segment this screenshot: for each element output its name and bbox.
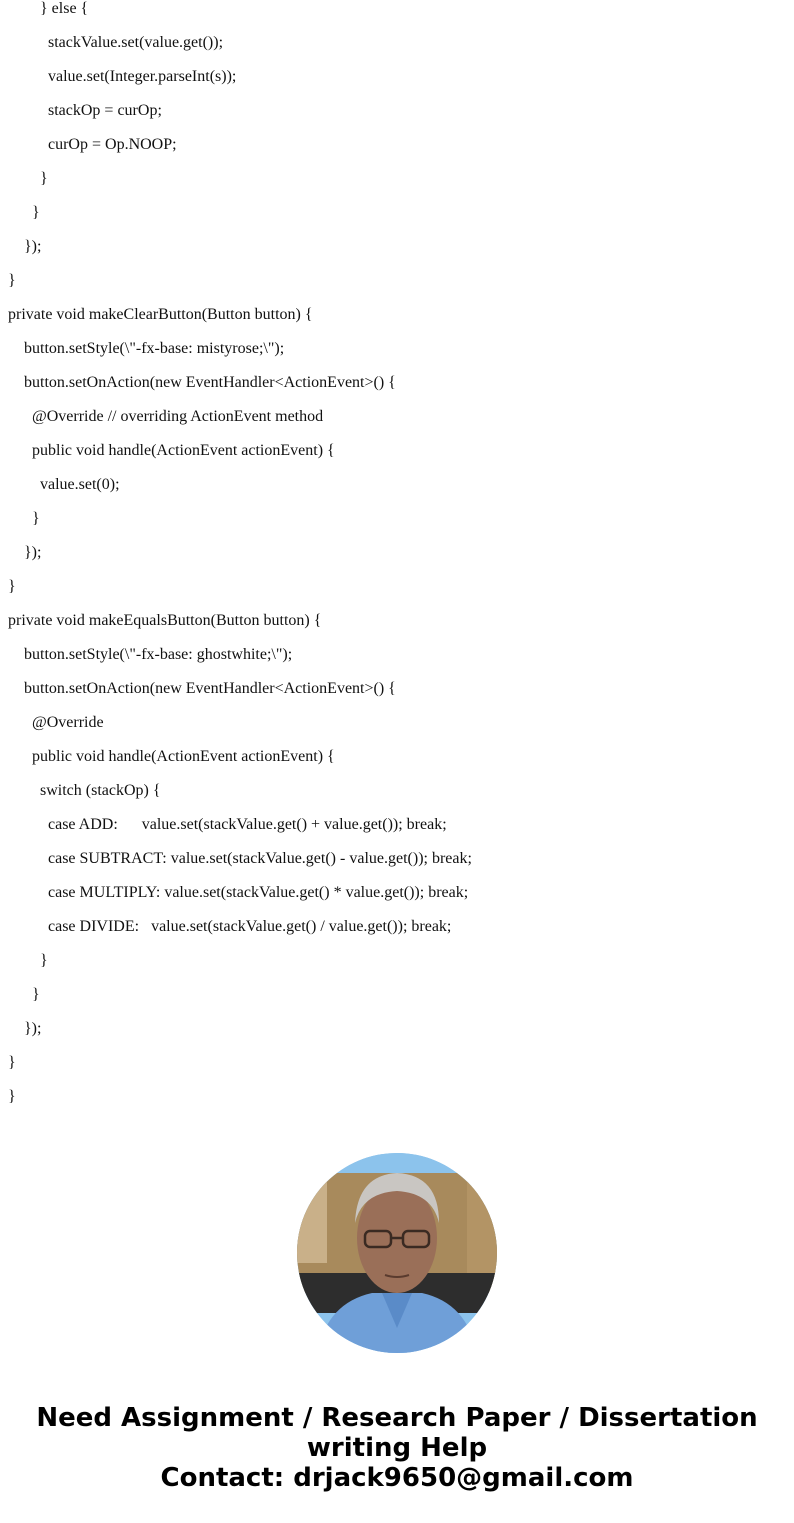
code-line: } (8, 1054, 16, 1071)
code-line: private void makeClearButton(Button button) { (8, 306, 313, 323)
code-line: @Override // overriding ActionEvent method (32, 408, 324, 425)
code-line: stackOp = curOp; (48, 102, 162, 119)
code-line: case SUBTRACT: value.set(stackValue.get() - value.get()); break; (48, 850, 472, 867)
code-line: private void makeEqualsButton(Button button) { (8, 612, 322, 629)
code-line: } (8, 272, 16, 289)
code-line: public void handle(ActionEvent actionEvent) { (32, 748, 335, 765)
code-line: public void handle(ActionEvent actionEvent) { (32, 442, 335, 459)
code-line: button.setOnAction(new EventHandler<ActionEvent>() { (24, 374, 396, 391)
code-line: switch (stackOp) { (40, 782, 161, 799)
code-line: case MULTIPLY: value.set(stackValue.get() * value.get()); break; (48, 884, 469, 901)
contact-banner (0, 1403, 794, 1493)
code-line: button.setStyle(\"-fx-base: mistyrose;\"); (24, 340, 285, 357)
cta-subheadline: writing Help (306, 1433, 488, 1463)
code-line: } (8, 578, 16, 595)
code-line: } (32, 510, 40, 527)
code-line: value.set(0); (40, 476, 120, 493)
code-line: } (32, 986, 40, 1003)
code-line: button.setStyle(\"-fx-base: ghostwhite;\"); (24, 646, 293, 663)
code-line: curOp = Op.NOOP; (48, 136, 177, 153)
code-line: } (8, 1088, 16, 1105)
author-portrait-icon (297, 1153, 497, 1353)
code-line: button.setOnAction(new EventHandler<ActionEvent>() { (24, 680, 396, 697)
code-line: stackValue.set(value.get()); (48, 34, 224, 51)
code-line: }); (24, 238, 42, 255)
code-line: } (32, 204, 40, 221)
code-line: } else { (40, 0, 89, 17)
code-line: @Override (32, 714, 104, 731)
author-avatar (297, 1153, 497, 1353)
code-line: value.set(Integer.parseInt(s)); (48, 68, 237, 85)
code-line: }); (24, 1020, 42, 1037)
code-line: } (40, 170, 48, 187)
code-line: case ADD: value.set(stackValue.get() + value.get()); break; (48, 816, 447, 833)
cta-contact-email: Contact: drjack9650@gmail.com (160, 1463, 634, 1493)
code-line: case DIVIDE: value.set(stackValue.get() / value.get()); break; (48, 918, 452, 935)
cta-headline: Need Assignment / Research Paper / Dissertation (36, 1403, 758, 1433)
code-line: } (40, 952, 48, 969)
code-line: }); (24, 544, 42, 561)
